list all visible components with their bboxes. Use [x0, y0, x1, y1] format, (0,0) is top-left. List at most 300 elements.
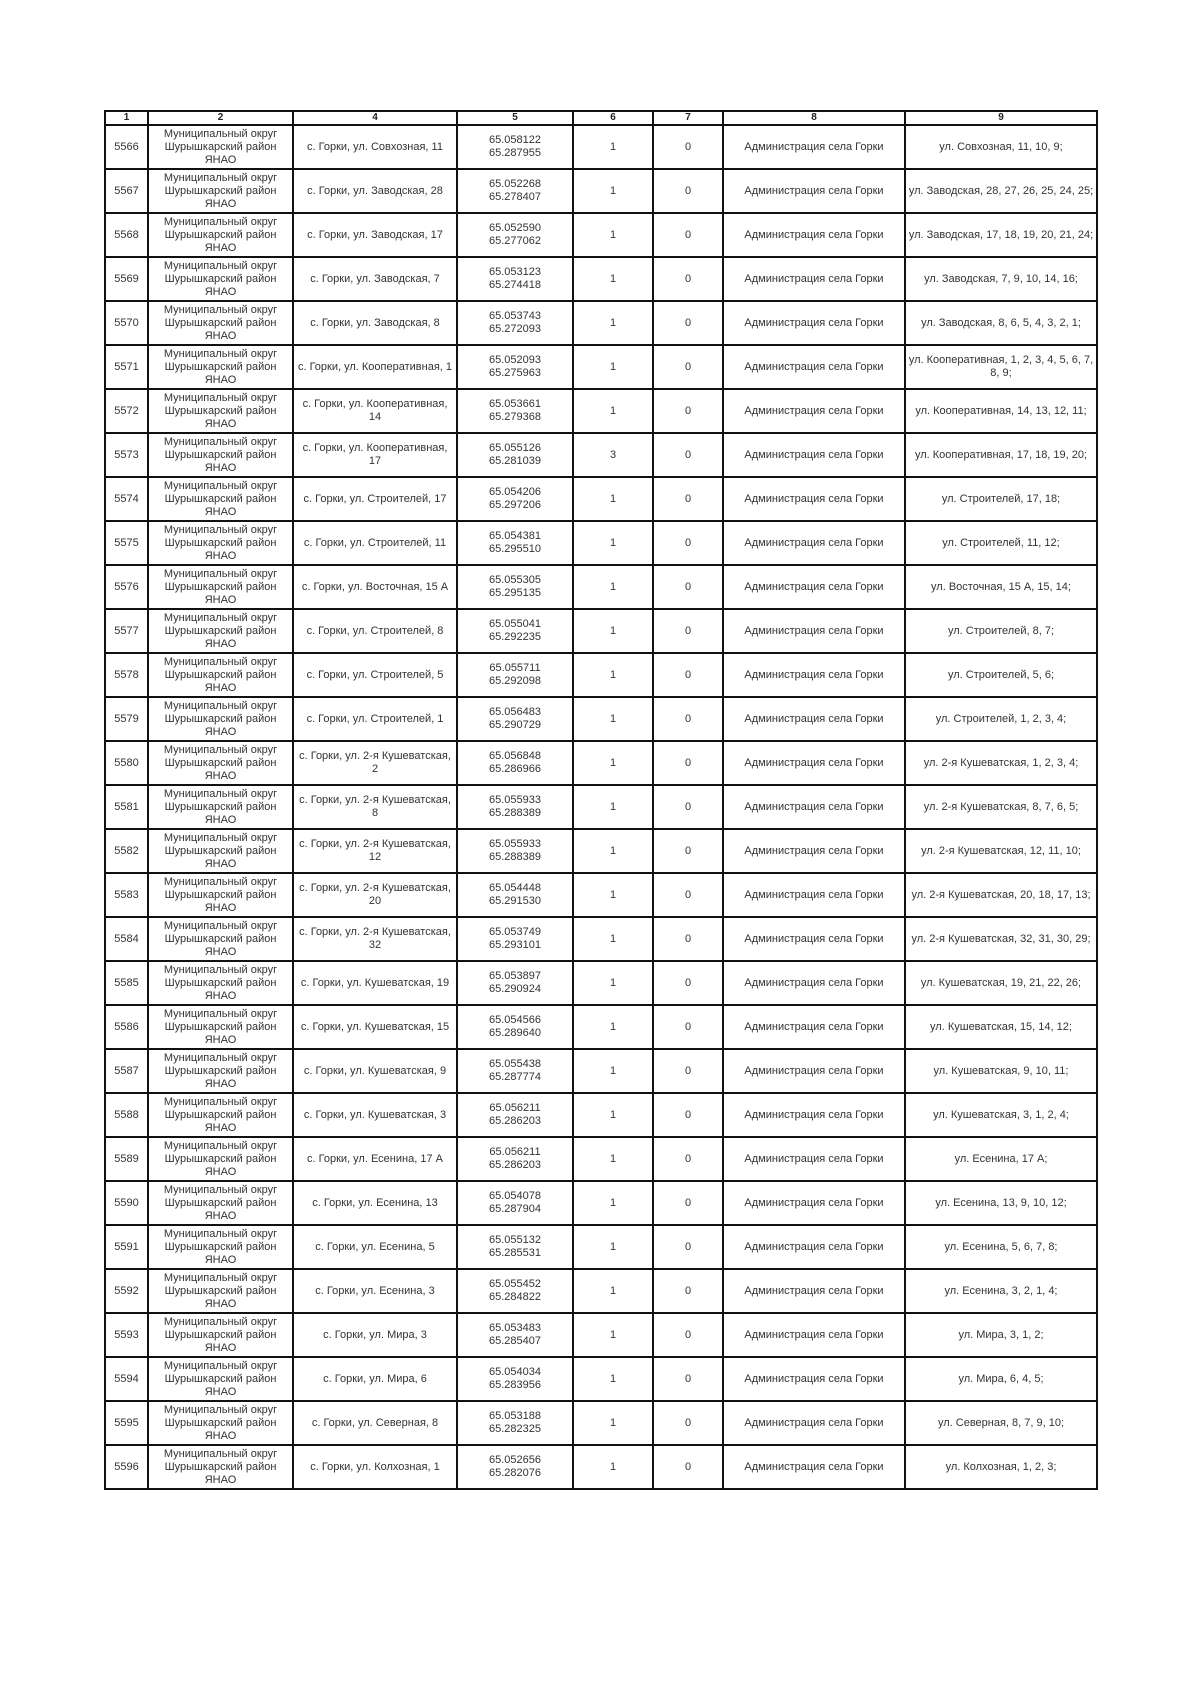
cell-district: Муниципальный округ Шурышкарский район ЯНАО: [148, 521, 293, 565]
cell-id: 5593: [105, 1313, 148, 1357]
cell-coordinates: [457, 609, 573, 653]
column-header: 5: [457, 111, 573, 125]
cell-coordinates: [457, 257, 573, 301]
latitude: 65.054078: [489, 1190, 541, 1202]
cell-col6: 1: [573, 1225, 653, 1269]
cell-col7: 0: [653, 1445, 723, 1489]
cell-address: с. Горки, ул. Строителей, 17: [293, 477, 457, 521]
cell-address: с. Горки, ул. Есенина, 5: [293, 1225, 457, 1269]
cell-houses: ул. Строителей, 1, 2, 3, 4;: [905, 697, 1097, 741]
cell-district: Муниципальный округ Шурышкарский район ЯНАО: [148, 829, 293, 873]
cell-id: 5577: [105, 609, 148, 653]
cell-col6: 1: [573, 785, 653, 829]
cell-district: Муниципальный округ Шурышкарский район ЯНАО: [148, 345, 293, 389]
cell-coordinates: [457, 1357, 573, 1401]
cell-coordinates: [457, 213, 573, 257]
registry-table: [104, 110, 1098, 1490]
cell-col6: 1: [573, 741, 653, 785]
table-row: [105, 1093, 1097, 1137]
cell-col7: 0: [653, 521, 723, 565]
cell-col7: 0: [653, 785, 723, 829]
cell-address: с. Горки, ул. Мира, 3: [293, 1313, 457, 1357]
cell-col7: 0: [653, 1313, 723, 1357]
cell-houses: ул. Строителей, 11, 12;: [905, 521, 1097, 565]
cell-coordinates: [457, 521, 573, 565]
table-row: [105, 213, 1097, 257]
cell-col6: 1: [573, 1093, 653, 1137]
cell-district: Муниципальный округ Шурышкарский район ЯНАО: [148, 961, 293, 1005]
cell-coordinates: [457, 1181, 573, 1225]
cell-coordinates: [457, 169, 573, 213]
longitude: 65.282325: [489, 1423, 541, 1435]
cell-houses: ул. Заводская, 17, 18, 19, 20, 21, 24;: [905, 213, 1097, 257]
cell-coordinates: [457, 1269, 573, 1313]
cell-id: 5571: [105, 345, 148, 389]
cell-district: Муниципальный округ Шурышкарский район ЯНАО: [148, 653, 293, 697]
cell-id: 5582: [105, 829, 148, 873]
cell-col7: 0: [653, 1005, 723, 1049]
cell-coordinates: [457, 961, 573, 1005]
cell-organization: Администрация села Горки: [723, 653, 905, 697]
cell-col7: 0: [653, 389, 723, 433]
cell-organization: Администрация села Горки: [723, 1269, 905, 1313]
cell-address: с. Горки, ул. Мира, 6: [293, 1357, 457, 1401]
cell-col7: 0: [653, 961, 723, 1005]
cell-organization: Администрация села Горки: [723, 917, 905, 961]
latitude: 65.053749: [489, 926, 541, 938]
table-row: [105, 1401, 1097, 1445]
cell-houses: ул. Мира, 3, 1, 2;: [905, 1313, 1097, 1357]
column-header: 2: [148, 111, 293, 125]
longitude: 65.286203: [489, 1115, 541, 1127]
cell-organization: Администрация села Горки: [723, 829, 905, 873]
longitude: 65.283956: [489, 1379, 541, 1391]
longitude: 65.272093: [489, 323, 541, 335]
longitude: 65.287955: [489, 147, 541, 159]
longitude: 65.290924: [489, 983, 541, 995]
cell-col7: 0: [653, 565, 723, 609]
cell-organization: Администрация села Горки: [723, 697, 905, 741]
cell-organization: Администрация села Горки: [723, 873, 905, 917]
cell-organization: Администрация села Горки: [723, 1093, 905, 1137]
cell-organization: Администрация села Горки: [723, 1005, 905, 1049]
cell-district: Муниципальный округ Шурышкарский район ЯНАО: [148, 301, 293, 345]
longitude: 65.291530: [489, 895, 541, 907]
cell-col7: 0: [653, 697, 723, 741]
table-row: [105, 917, 1097, 961]
longitude: 65.277062: [489, 235, 541, 247]
cell-organization: Администрация села Горки: [723, 1181, 905, 1225]
latitude: 65.053661: [489, 398, 541, 410]
cell-address: с. Горки, ул. Заводская, 8: [293, 301, 457, 345]
cell-address: с. Горки, ул. Кушеватская, 3: [293, 1093, 457, 1137]
cell-organization: Администрация села Горки: [723, 1357, 905, 1401]
cell-coordinates: [457, 345, 573, 389]
cell-district: Муниципальный округ Шурышкарский район ЯНАО: [148, 609, 293, 653]
cell-houses: ул. Заводская, 7, 9, 10, 14, 16;: [905, 257, 1097, 301]
latitude: 65.055438: [489, 1058, 541, 1070]
cell-col6: 1: [573, 565, 653, 609]
cell-houses: ул. Строителей, 17, 18;: [905, 477, 1097, 521]
cell-address: с. Горки, ул. Есенина, 3: [293, 1269, 457, 1313]
table-row: [105, 1049, 1097, 1093]
cell-organization: Администрация села Горки: [723, 1401, 905, 1445]
cell-district: Муниципальный округ Шурышкарский район ЯНАО: [148, 477, 293, 521]
cell-address: с. Горки, ул. Колхозная, 1: [293, 1445, 457, 1489]
cell-col6: 1: [573, 609, 653, 653]
cell-col7: 0: [653, 1049, 723, 1093]
cell-houses: ул. Есенина, 3, 2, 1, 4;: [905, 1269, 1097, 1313]
cell-id: 5583: [105, 873, 148, 917]
longitude: 65.286203: [489, 1159, 541, 1171]
cell-col6: 1: [573, 1401, 653, 1445]
cell-houses: ул. Северная, 8, 7, 9, 10;: [905, 1401, 1097, 1445]
cell-coordinates: [457, 1313, 573, 1357]
cell-district: Муниципальный округ Шурышкарский район ЯНАО: [148, 785, 293, 829]
cell-organization: Администрация села Горки: [723, 1049, 905, 1093]
column-header: 6: [573, 111, 653, 125]
cell-col7: 0: [653, 873, 723, 917]
longitude: 65.275963: [489, 367, 541, 379]
cell-houses: ул. 2-я Кушеватская, 20, 18, 17, 13;: [905, 873, 1097, 917]
cell-coordinates: [457, 1093, 573, 1137]
cell-id: 5580: [105, 741, 148, 785]
longitude: 65.295135: [489, 587, 541, 599]
cell-col7: 0: [653, 1093, 723, 1137]
cell-col6: 1: [573, 961, 653, 1005]
cell-col6: 1: [573, 917, 653, 961]
cell-col6: 1: [573, 1005, 653, 1049]
table-row: [105, 785, 1097, 829]
table-row: [105, 565, 1097, 609]
column-header: 8: [723, 111, 905, 125]
cell-organization: Администрация села Горки: [723, 1445, 905, 1489]
cell-houses: ул. 2-я Кушеватская, 32, 31, 30, 29;: [905, 917, 1097, 961]
cell-district: Муниципальный округ Шурышкарский район ЯНАО: [148, 125, 293, 169]
longitude: 65.279368: [489, 411, 541, 423]
cell-id: 5569: [105, 257, 148, 301]
cell-id: 5573: [105, 433, 148, 477]
cell-col6: 1: [573, 1181, 653, 1225]
longitude: 65.288389: [489, 807, 541, 819]
cell-houses: ул. Совхозная, 11, 10, 9;: [905, 125, 1097, 169]
cell-organization: Администрация села Горки: [723, 345, 905, 389]
cell-organization: Администрация села Горки: [723, 257, 905, 301]
cell-address: с. Горки, ул. Кооперативная, 14: [293, 389, 457, 433]
longitude: 65.286966: [489, 763, 541, 775]
cell-address: с. Горки, ул. Строителей, 8: [293, 609, 457, 653]
cell-coordinates: [457, 301, 573, 345]
cell-id: 5585: [105, 961, 148, 1005]
cell-col6: 1: [573, 257, 653, 301]
cell-col7: 0: [653, 1181, 723, 1225]
cell-coordinates: [457, 1137, 573, 1181]
cell-col7: 0: [653, 917, 723, 961]
cell-address: с. Горки, ул. Кушеватская, 15: [293, 1005, 457, 1049]
cell-district: Муниципальный округ Шурышкарский район ЯНАО: [148, 1269, 293, 1313]
cell-houses: ул. Кооперативная, 17, 18, 19, 20;: [905, 433, 1097, 477]
cell-district: Муниципальный округ Шурышкарский район ЯНАО: [148, 873, 293, 917]
table-row: [105, 1313, 1097, 1357]
latitude: 65.053743: [489, 310, 541, 322]
cell-address: с. Горки, ул. 2-я Кушеватская, 8: [293, 785, 457, 829]
cell-houses: ул. Есенина, 5, 6, 7, 8;: [905, 1225, 1097, 1269]
cell-coordinates: [457, 565, 573, 609]
cell-district: Муниципальный округ Шурышкарский район ЯНАО: [148, 1225, 293, 1269]
longitude: 65.292098: [489, 675, 541, 687]
cell-col6: 1: [573, 1049, 653, 1093]
longitude: 65.284822: [489, 1291, 541, 1303]
cell-col6: 1: [573, 125, 653, 169]
cell-id: 5566: [105, 125, 148, 169]
cell-col7: 0: [653, 125, 723, 169]
cell-houses: ул. Заводская, 8, 6, 5, 4, 3, 2, 1;: [905, 301, 1097, 345]
latitude: 65.055452: [489, 1278, 541, 1290]
cell-organization: Администрация села Горки: [723, 741, 905, 785]
cell-district: Муниципальный округ Шурышкарский район ЯНАО: [148, 257, 293, 301]
longitude: 65.281039: [489, 455, 541, 467]
cell-col6: 1: [573, 1445, 653, 1489]
cell-organization: Администрация села Горки: [723, 125, 905, 169]
cell-address: с. Горки, ул. 2-я Кушеватская, 32: [293, 917, 457, 961]
cell-id: 5578: [105, 653, 148, 697]
cell-col7: 0: [653, 301, 723, 345]
cell-col6: 1: [573, 169, 653, 213]
latitude: 65.056848: [489, 750, 541, 762]
table-row: [105, 1357, 1097, 1401]
cell-address: с. Горки, ул. Кооперативная, 1: [293, 345, 457, 389]
cell-coordinates: [457, 785, 573, 829]
cell-col7: 0: [653, 1269, 723, 1313]
cell-coordinates: [457, 873, 573, 917]
cell-houses: ул. 2-я Кушеватская, 8, 7, 6, 5;: [905, 785, 1097, 829]
cell-id: 5581: [105, 785, 148, 829]
cell-coordinates: [457, 1225, 573, 1269]
cell-district: Муниципальный округ Шурышкарский район ЯНАО: [148, 741, 293, 785]
cell-district: Муниципальный округ Шурышкарский район ЯНАО: [148, 1445, 293, 1489]
latitude: 65.055711: [489, 662, 541, 674]
table-row: [105, 829, 1097, 873]
cell-coordinates: [457, 741, 573, 785]
cell-id: 5574: [105, 477, 148, 521]
cell-houses: ул. Кушеватская, 9, 10, 11;: [905, 1049, 1097, 1093]
cell-col7: 0: [653, 345, 723, 389]
cell-id: 5589: [105, 1137, 148, 1181]
longitude: 65.297206: [489, 499, 541, 511]
table-row: [105, 257, 1097, 301]
cell-houses: ул. 2-я Кушеватская, 12, 11, 10;: [905, 829, 1097, 873]
latitude: 65.056211: [489, 1146, 541, 1158]
cell-district: Муниципальный округ Шурышкарский район ЯНАО: [148, 565, 293, 609]
cell-col6: 1: [573, 1357, 653, 1401]
latitude: 65.056483: [489, 706, 541, 718]
cell-district: Муниципальный округ Шурышкарский район ЯНАО: [148, 917, 293, 961]
column-header: 4: [293, 111, 457, 125]
cell-houses: ул. Строителей, 8, 7;: [905, 609, 1097, 653]
cell-district: Муниципальный округ Шурышкарский район ЯНАО: [148, 1093, 293, 1137]
table-row: [105, 697, 1097, 741]
table-row: [105, 961, 1097, 1005]
cell-col6: 1: [573, 653, 653, 697]
table-row: [105, 1445, 1097, 1489]
cell-coordinates: [457, 1445, 573, 1489]
cell-address: с. Горки, ул. Заводская, 28: [293, 169, 457, 213]
cell-col6: 1: [573, 301, 653, 345]
cell-id: 5579: [105, 697, 148, 741]
cell-col7: 0: [653, 1401, 723, 1445]
cell-id: 5567: [105, 169, 148, 213]
cell-organization: Администрация села Горки: [723, 169, 905, 213]
longitude: 65.282076: [489, 1467, 541, 1479]
cell-id: 5594: [105, 1357, 148, 1401]
latitude: 65.056211: [489, 1102, 541, 1114]
cell-id: 5570: [105, 301, 148, 345]
cell-organization: Администрация села Горки: [723, 785, 905, 829]
cell-id: 5592: [105, 1269, 148, 1313]
table-row: [105, 1225, 1097, 1269]
cell-coordinates: [457, 433, 573, 477]
table-row: [105, 477, 1097, 521]
latitude: 65.052093: [489, 354, 541, 366]
cell-coordinates: [457, 653, 573, 697]
cell-col7: 0: [653, 653, 723, 697]
table-row: [105, 169, 1097, 213]
table-row: [105, 609, 1097, 653]
cell-id: 5584: [105, 917, 148, 961]
cell-col7: 0: [653, 433, 723, 477]
cell-district: Муниципальный округ Шурышкарский район ЯНАО: [148, 433, 293, 477]
cell-coordinates: [457, 477, 573, 521]
cell-houses: ул. Заводская, 28, 27, 26, 25, 24, 25;: [905, 169, 1097, 213]
cell-col7: 0: [653, 1137, 723, 1181]
cell-coordinates: [457, 697, 573, 741]
cell-district: Муниципальный округ Шурышкарский район ЯНАО: [148, 1401, 293, 1445]
cell-organization: Администрация села Горки: [723, 213, 905, 257]
latitude: 65.054448: [489, 882, 541, 894]
cell-col7: 0: [653, 257, 723, 301]
cell-col6: 1: [573, 345, 653, 389]
cell-address: с. Горки, ул. 2-я Кушеватская, 12: [293, 829, 457, 873]
latitude: 65.053483: [489, 1322, 541, 1334]
cell-address: с. Горки, ул. Строителей, 1: [293, 697, 457, 741]
longitude: 65.288389: [489, 851, 541, 863]
latitude: 65.053188: [489, 1410, 541, 1422]
latitude: 65.055933: [489, 794, 541, 806]
table-row: [105, 1137, 1097, 1181]
cell-col7: 0: [653, 169, 723, 213]
cell-organization: Администрация села Горки: [723, 389, 905, 433]
longitude: 65.285407: [489, 1335, 541, 1347]
cell-col7: 0: [653, 741, 723, 785]
latitude: 65.054206: [489, 486, 541, 498]
cell-address: с. Горки, ул. Заводская, 17: [293, 213, 457, 257]
cell-address: с. Горки, ул. Восточная, 15 А: [293, 565, 457, 609]
column-header: 9: [905, 111, 1097, 125]
cell-organization: Администрация села Горки: [723, 521, 905, 565]
latitude: 65.055132: [489, 1234, 541, 1246]
cell-houses: ул. Мира, 6, 4, 5;: [905, 1357, 1097, 1401]
cell-col7: 0: [653, 213, 723, 257]
cell-address: с. Горки, ул. Строителей, 5: [293, 653, 457, 697]
cell-organization: Администрация села Горки: [723, 433, 905, 477]
cell-district: Муниципальный округ Шурышкарский район ЯНАО: [148, 1313, 293, 1357]
table-row: [105, 1005, 1097, 1049]
cell-address: с. Горки, ул. Кушеватская, 9: [293, 1049, 457, 1093]
table-row: [105, 125, 1097, 169]
cell-col7: 0: [653, 1357, 723, 1401]
latitude: 65.052656: [489, 1454, 541, 1466]
cell-organization: Администрация села Горки: [723, 1137, 905, 1181]
cell-district: Муниципальный округ Шурышкарский район ЯНАО: [148, 213, 293, 257]
table-row: [105, 873, 1097, 917]
longitude: 65.295510: [489, 543, 541, 555]
cell-district: Муниципальный округ Шурышкарский район ЯНАО: [148, 169, 293, 213]
cell-district: Муниципальный округ Шурышкарский район ЯНАО: [148, 1049, 293, 1093]
cell-coordinates: [457, 389, 573, 433]
cell-address: с. Горки, ул. Есенина, 13: [293, 1181, 457, 1225]
cell-address: с. Горки, ул. Северная, 8: [293, 1401, 457, 1445]
cell-organization: Администрация села Горки: [723, 1225, 905, 1269]
cell-id: 5587: [105, 1049, 148, 1093]
longitude: 65.293101: [489, 939, 541, 951]
cell-houses: ул. Есенина, 17 А;: [905, 1137, 1097, 1181]
longitude: 65.292235: [489, 631, 541, 643]
table-body: [105, 125, 1097, 1489]
cell-houses: ул. Есенина, 13, 9, 10, 12;: [905, 1181, 1097, 1225]
latitude: 65.052590: [489, 222, 541, 234]
cell-coordinates: [457, 829, 573, 873]
longitude: 65.287774: [489, 1071, 541, 1083]
cell-district: Муниципальный округ Шурышкарский район ЯНАО: [148, 389, 293, 433]
cell-col6: 1: [573, 697, 653, 741]
cell-district: Муниципальный округ Шурышкарский район ЯНАО: [148, 697, 293, 741]
cell-address: с. Горки, ул. Строителей, 11: [293, 521, 457, 565]
latitude: 65.054034: [489, 1366, 541, 1378]
cell-coordinates: [457, 1049, 573, 1093]
latitude: 65.053123: [489, 266, 541, 278]
cell-col6: 1: [573, 1269, 653, 1313]
longitude: 65.287904: [489, 1203, 541, 1215]
cell-district: Муниципальный округ Шурышкарский район ЯНАО: [148, 1357, 293, 1401]
cell-col7: 0: [653, 829, 723, 873]
table-row: [105, 389, 1097, 433]
latitude: 65.054381: [489, 530, 541, 542]
cell-id: 5595: [105, 1401, 148, 1445]
cell-coordinates: [457, 1005, 573, 1049]
column-header: 7: [653, 111, 723, 125]
cell-houses: ул. Колхозная, 1, 2, 3;: [905, 1445, 1097, 1489]
cell-district: Муниципальный округ Шурышкарский район ЯНАО: [148, 1181, 293, 1225]
cell-col6: 1: [573, 1137, 653, 1181]
cell-col6: 1: [573, 873, 653, 917]
latitude: 65.054566: [489, 1014, 541, 1026]
cell-organization: Администрация села Горки: [723, 961, 905, 1005]
cell-district: Муниципальный округ Шурышкарский район ЯНАО: [148, 1005, 293, 1049]
cell-col6: 1: [573, 389, 653, 433]
cell-col6: 1: [573, 477, 653, 521]
cell-col6: 1: [573, 213, 653, 257]
cell-address: с. Горки, ул. Есенина, 17 А: [293, 1137, 457, 1181]
column-header: 1: [105, 111, 148, 125]
longitude: 65.289640: [489, 1027, 541, 1039]
cell-coordinates: [457, 125, 573, 169]
cell-houses: ул. Кооперативная, 14, 13, 12, 11;: [905, 389, 1097, 433]
latitude: 65.053897: [489, 970, 541, 982]
cell-coordinates: [457, 917, 573, 961]
table-row: [105, 301, 1097, 345]
cell-houses: ул. Кооперативная, 1, 2, 3, 4, 5, 6, 7, 8, 9;: [905, 345, 1097, 389]
cell-col7: 0: [653, 477, 723, 521]
